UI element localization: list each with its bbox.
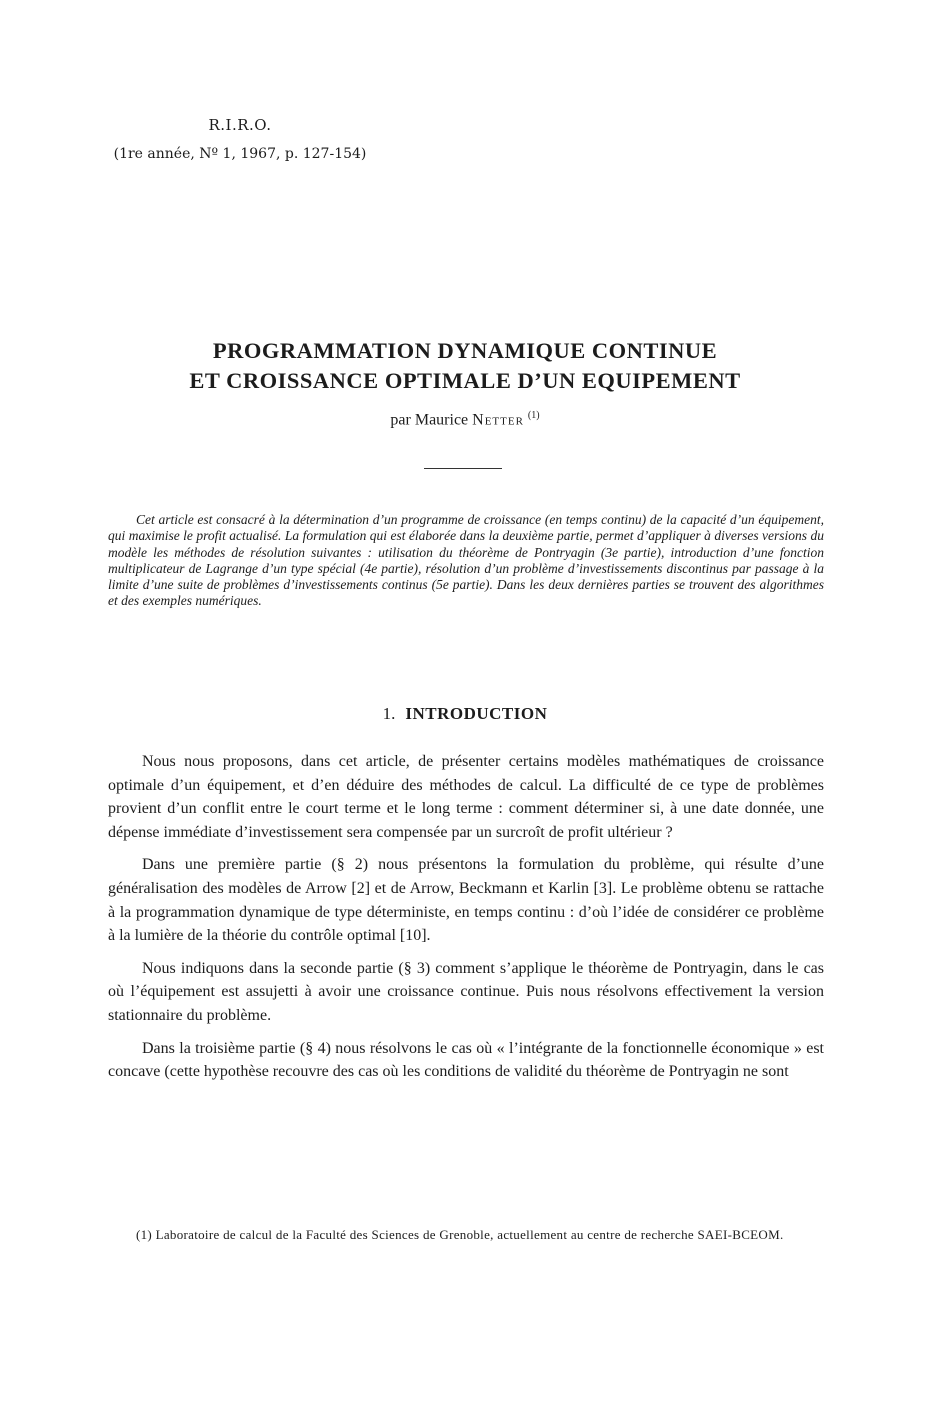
paragraph: Dans la troisième partie (§ 4) nous résolvons le cas où « l’intégrante de la fonctionnelle économique » est concave (cette hypothèse recouvre des cas où les conditions de validité du théorème de Pontryagin ne sont — [108, 1039, 824, 1081]
paragraph: Nous nous proposons, dans cet article, de présenter certains modèles mathématiques de croissance optimale d’un équipement, et d’en déduire des méthodes de calcul. La difficulté de ce type de problèmes provient d’un conflit entre le court terme et le long terme : comment déterminer si, à une date donnée, une dépense immédiate d’investissement sera compensée par un surcroît de profit ultérieur ? — [108, 753, 824, 841]
paragraph: Nous indiquons dans la seconde partie (§ 3) comment s’applique le théorème de Pontryagin, dans le cas où l’équipement est assujetti à avoir une croissance continue. Puis nous résolvons effectivement la version stationnaire du problème. — [108, 959, 824, 1024]
title-line-1: PROGRAMMATION DYNAMIQUE CONTINUE — [212, 338, 718, 363]
paper-title — [60, 336, 870, 396]
byline — [0, 410, 930, 429]
footnote-marker: (1) — [527, 410, 540, 421]
paragraph: Dans une première partie (§ 2) nous présentons la formulation du problème, qui résulte d’une généralisation des modèles de Arrow [2] et de Arrow, Beckmann et Karlin [3]. Le problème obtenu se rattache à la programmation dynamique de type déterministe, en temps continu : d’où l’idée de considérer ce problème à la lumière de la théorie du contrôle optimal [10]. — [108, 856, 824, 945]
section-number: 1. — [382, 704, 396, 723]
byline-prefix: par Maurice — [390, 411, 469, 429]
issue-info: (1re année, Nº 1, 1967, p. 127-154) — [113, 146, 367, 162]
section-title: INTRODUCTION — [405, 704, 548, 723]
author-surname: Netter — [472, 411, 524, 429]
separator-rule — [424, 468, 502, 469]
abstract: Cet article est consacré à la détermination d’un programme de croissance (en temps continu) de la capacité d’un équipement, qui maximise le profit actualisé. La formulation qui est élaborée dans la deuxième partie, permet d’appliquer à diverses versions du modèle les méthodes de résolution suivantes : utilisation du théorème de Pontryagin (3e partie), introduction d’une fonction multiplicateur de Lagrange d’un type spécial (4e partie), résolution d’un problème d’investissements discontinus par passage à la limite d’une suite de problèmes d’investissements continus (5e partie). Dans les deux dernières parties se trouvent des algorithmes et des exemples numériques. — [108, 512, 824, 609]
section-heading — [0, 704, 930, 724]
footnote: (1) Laboratoire de calcul de la Faculté des Sciences de Grenoble, actuellement au centre de recherche SAEI-BCEOM. — [136, 1227, 784, 1242]
journal-name: R.I.R.O. — [208, 116, 272, 134]
title-line-2: ET CROISSANCE OPTIMALE D’UN EQUIPEMENT — [189, 368, 741, 393]
body-text — [108, 750, 824, 1084]
